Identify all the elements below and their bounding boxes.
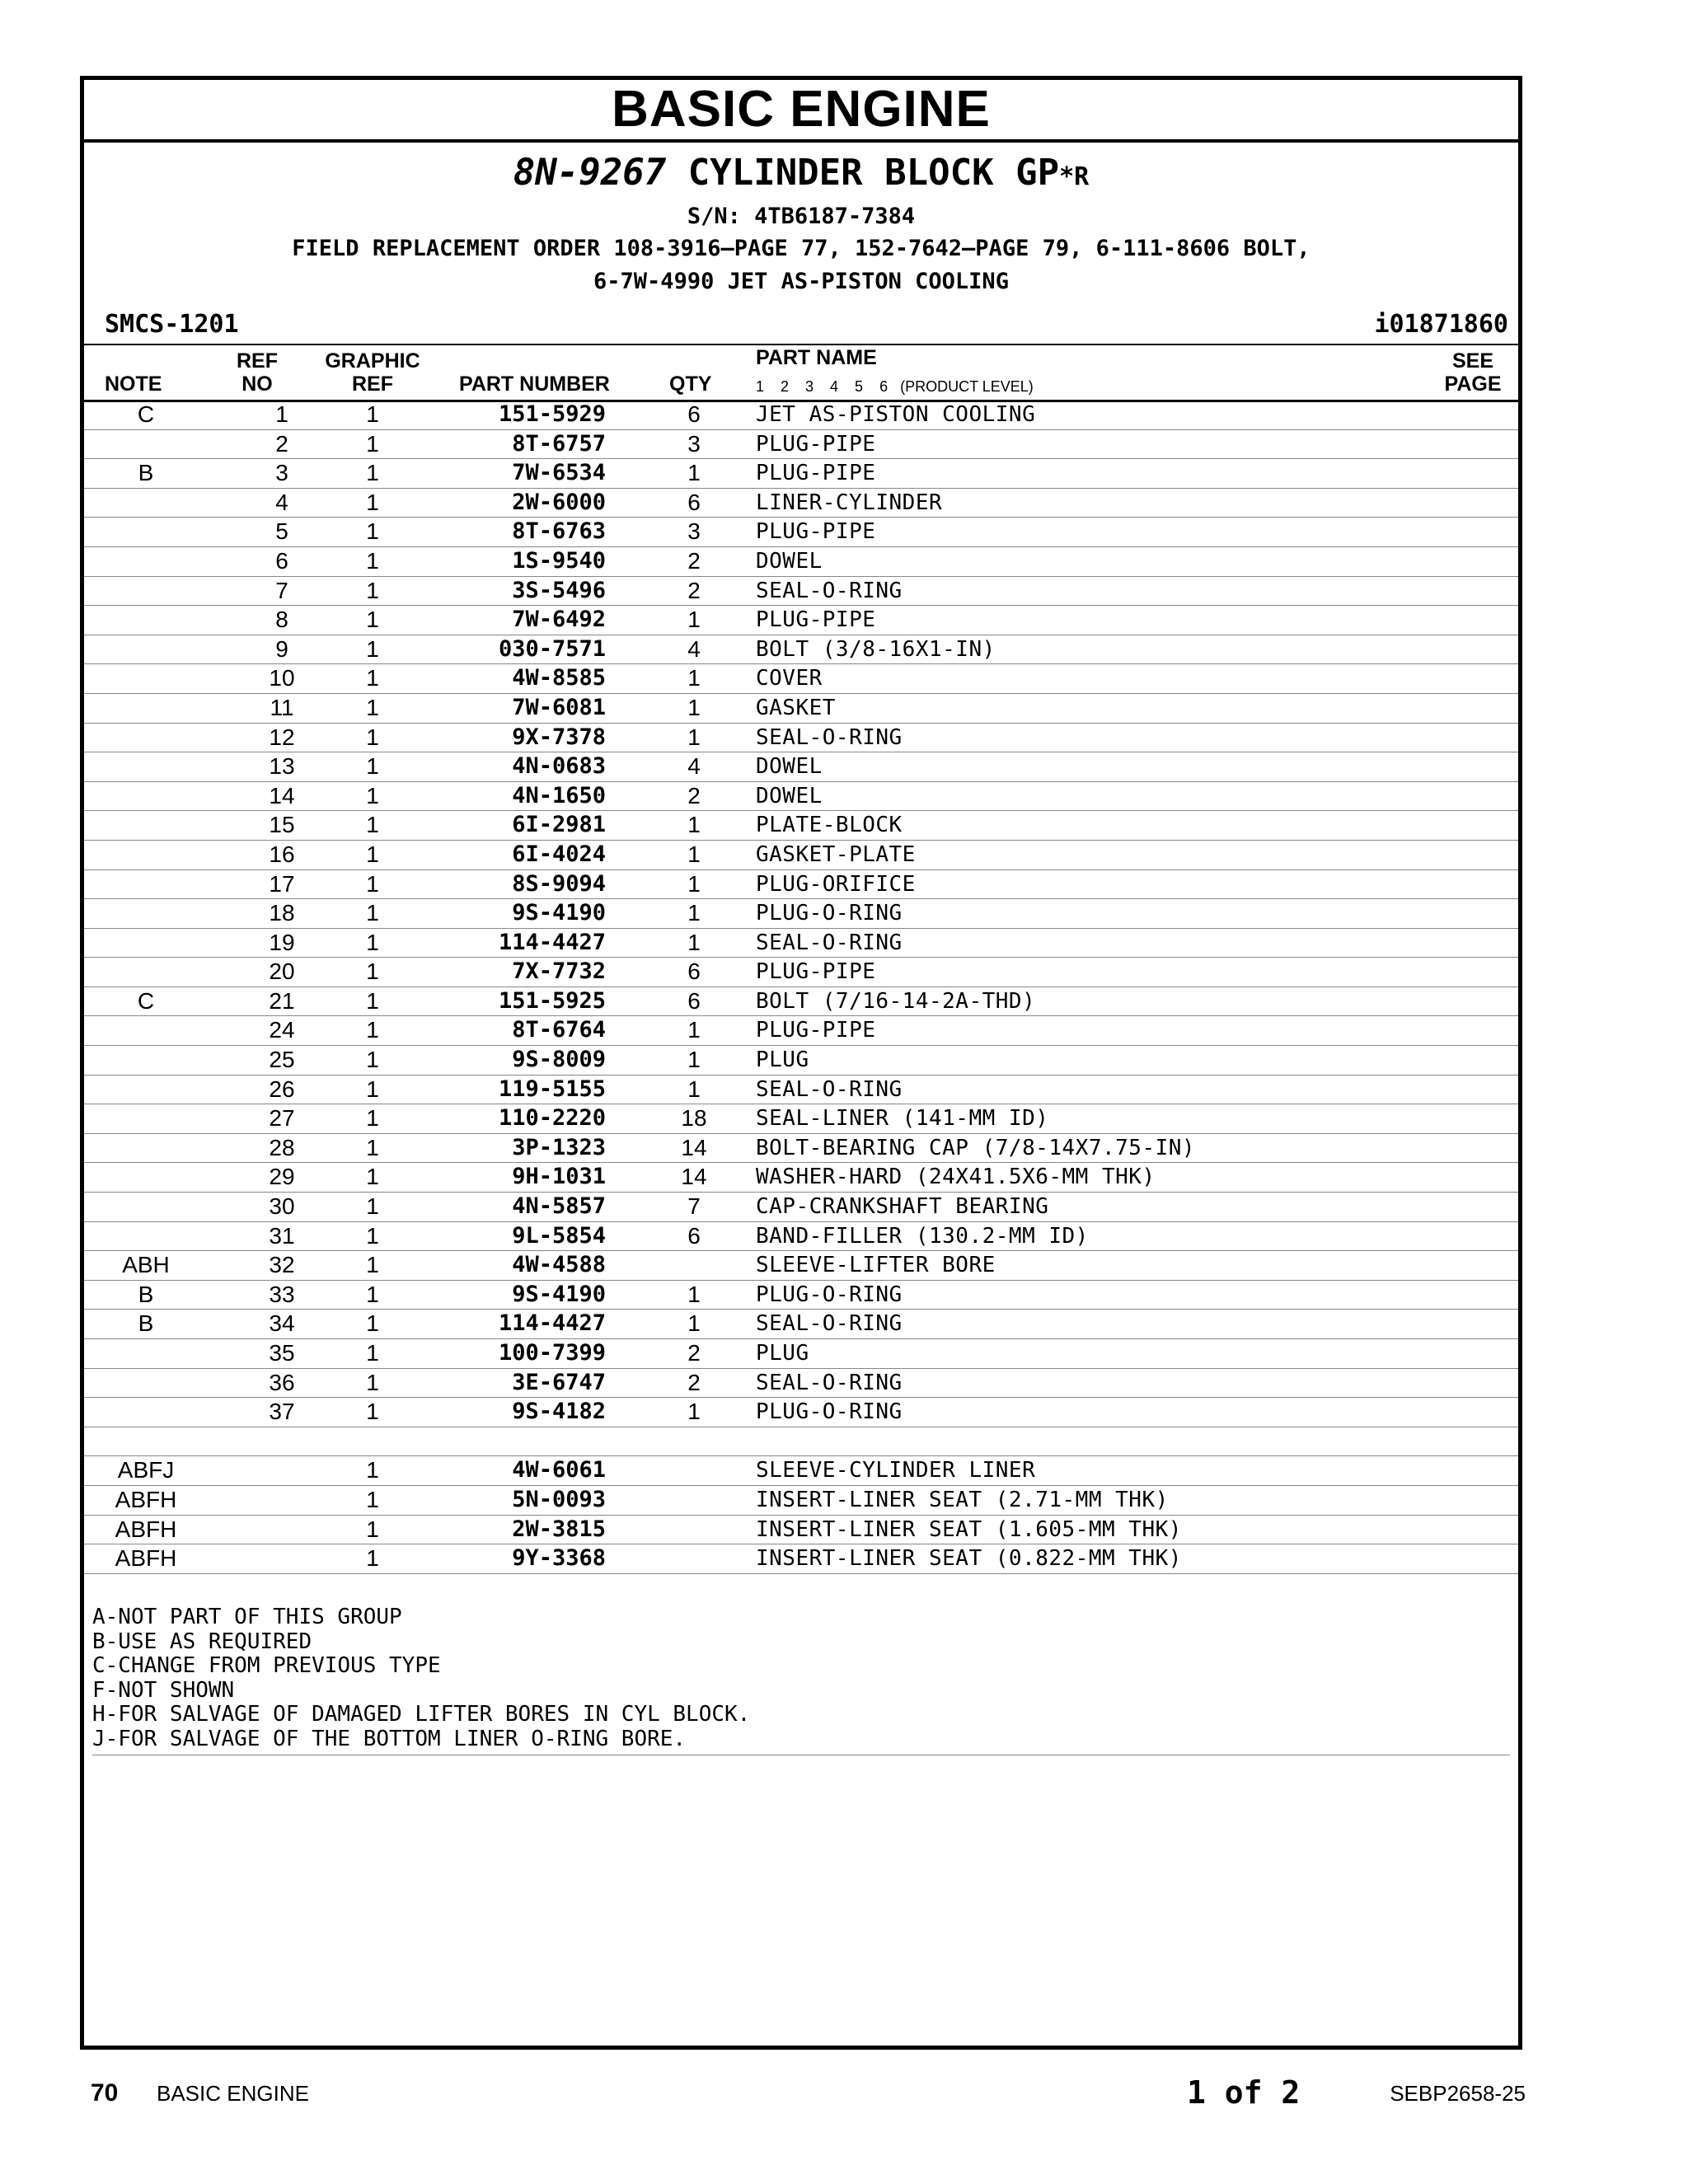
table-row: [84, 1076, 1518, 1105]
row-part-name: SEAL-O-RING: [756, 578, 903, 603]
row-qty: 2: [687, 547, 701, 574]
row-part-name: BOLT (7/16-14-2A-THD): [756, 988, 1036, 1014]
row-part-name: SEAL-LINER (141-MM ID): [756, 1106, 1049, 1132]
table-row: [84, 899, 1518, 929]
row-part-name: INSERT-LINER SEAT (1.605-MM THK): [756, 1516, 1182, 1542]
row-ref-no: 20: [269, 958, 295, 985]
row-qty: 2: [687, 577, 701, 603]
row-qty: 6: [687, 1222, 701, 1249]
row-graphic-ref: 1: [366, 1164, 379, 1190]
smcs-code: SMCS-1201: [105, 310, 239, 339]
row-graphic-ref: 1: [366, 665, 379, 691]
row-qty: 2: [687, 1340, 701, 1366]
row-ref-no: 32: [269, 1252, 295, 1278]
row-ref-no: 8: [275, 607, 288, 633]
table-row: [84, 1398, 1518, 1427]
row-graphic-ref: 1: [366, 1252, 379, 1278]
row-qty: 1: [687, 1310, 701, 1337]
row-qty: 14: [681, 1134, 707, 1160]
row-ref-no: 5: [275, 518, 288, 545]
note-item: B-USE AS REQUIRED: [92, 1629, 312, 1654]
table-row: [84, 1486, 1518, 1516]
row-part-name: PLUG-PIPE: [756, 1018, 876, 1043]
row-graphic-ref: 1: [366, 1399, 379, 1425]
row-note: B: [138, 1281, 154, 1307]
row-ref-no: 4: [275, 489, 288, 515]
footer-page-number: 70: [91, 2079, 119, 2107]
row-part-name: LINER-CYLINDER: [756, 490, 943, 515]
row-ref-no: 19: [269, 929, 295, 955]
row-graphic-ref: 1: [366, 1457, 379, 1483]
group-suffix: *R: [1059, 162, 1090, 191]
table-row: [84, 1222, 1518, 1252]
row-ref-no: 36: [269, 1369, 295, 1395]
row-part-number: 9S-8009: [512, 1047, 606, 1073]
notes-legend: [92, 1605, 1510, 1755]
row-part-number: 114-4427: [498, 1310, 606, 1337]
row-part-number: 3S-5496: [512, 577, 606, 603]
row-part-number: 4W-6061: [512, 1457, 606, 1483]
row-part-name: WASHER-HARD (24X41.5X6-MM THK): [756, 1165, 1156, 1190]
row-part-number: 9Y-3368: [512, 1545, 606, 1572]
table-row: [84, 1339, 1518, 1369]
row-graphic-ref: 1: [366, 1193, 379, 1220]
row-part-name: PLUG-PIPE: [756, 959, 876, 985]
parts-list-frame: [80, 76, 1522, 2050]
row-ref-no: 34: [269, 1310, 295, 1337]
row-qty: 1: [687, 900, 701, 926]
row-ref-no: 9: [275, 635, 288, 662]
row-ref-no: 10: [269, 665, 295, 691]
group-part-number: 8N-9267: [513, 152, 667, 194]
table-row: [84, 1544, 1518, 1574]
row-note: B: [138, 460, 154, 486]
illustration-id: i01871860: [1374, 310, 1508, 339]
row-part-number: 9S-4190: [512, 900, 606, 926]
row-part-number: 6I-2981: [512, 812, 606, 838]
row-graphic-ref: 1: [366, 430, 379, 457]
row-part-number: 9H-1031: [512, 1164, 606, 1190]
row-part-number: 8T-6757: [512, 430, 606, 457]
footer-section: BASIC ENGINE: [157, 2081, 309, 2106]
table-row: [84, 547, 1518, 577]
row-ref-no: 26: [269, 1076, 295, 1102]
row-ref-no: 31: [269, 1222, 295, 1249]
row-part-number: 7W-6492: [512, 607, 606, 633]
row-part-name: PLUG-O-RING: [756, 901, 903, 926]
row-qty: 1: [687, 724, 701, 750]
row-part-number: 030-7571: [498, 635, 606, 662]
row-part-name: DOWEL: [756, 548, 823, 574]
group-title: [84, 152, 1518, 198]
row-graphic-ref: 1: [366, 694, 379, 720]
row-ref-no: 24: [269, 1017, 295, 1043]
table-row: [84, 841, 1518, 870]
row-graphic-ref: 1: [366, 460, 379, 486]
table-row: [84, 1369, 1518, 1399]
row-ref-no: 29: [269, 1164, 295, 1190]
row-graphic-ref: 1: [366, 1017, 379, 1043]
row-part-name: SEAL-O-RING: [756, 1370, 903, 1395]
row-part-name: SEAL-O-RING: [756, 1311, 903, 1337]
row-graphic-ref: 1: [366, 1369, 379, 1395]
table-row: [84, 987, 1518, 1017]
row-part-name: COVER: [756, 666, 823, 691]
row-part-name: PLUG: [756, 1047, 809, 1073]
row-qty: 1: [687, 1399, 701, 1425]
table-row: [84, 811, 1518, 841]
row-note: B: [138, 1310, 154, 1337]
note-item: A-NOT PART OF THIS GROUP: [92, 1605, 402, 1629]
row-note: ABFJ: [117, 1457, 175, 1483]
row-qty: 6: [687, 401, 701, 427]
row-graphic-ref: 1: [366, 841, 379, 867]
col-qty: QTY: [669, 373, 712, 396]
table-row: [84, 1104, 1518, 1134]
row-graphic-ref: 1: [366, 782, 379, 808]
row-ref-no: 2: [275, 430, 288, 457]
row-ref-no: 7: [275, 577, 288, 603]
row-qty: 1: [687, 870, 701, 897]
row-part-name: SEAL-O-RING: [756, 724, 903, 750]
col-graphic-2: REF: [352, 373, 393, 396]
note-item: J-FOR SALVAGE OF THE BOTTOM LINER O-RING BORE.: [92, 1726, 687, 1751]
row-part-name: BOLT (3/8-16X1-IN): [756, 636, 996, 662]
row-ref-no: 25: [269, 1047, 295, 1073]
row-qty: 1: [687, 1281, 701, 1307]
row-qty: 18: [681, 1105, 707, 1132]
row-qty: 4: [687, 753, 701, 780]
col-ref-2: NO: [241, 373, 273, 396]
fro-line-2: 6-7W-4990 JET AS-PISTON COOLING: [593, 269, 1009, 294]
table-row: [84, 1163, 1518, 1193]
row-note: C: [137, 401, 155, 427]
row-graphic-ref: 1: [366, 724, 379, 750]
col-graphic-1: GRAPHIC: [325, 349, 420, 373]
row-graphic-ref: 1: [366, 900, 379, 926]
row-part-name: PLUG-PIPE: [756, 607, 876, 633]
row-ref-no: 28: [269, 1134, 295, 1160]
row-part-name: PLUG-PIPE: [756, 519, 876, 545]
col-ref-1: REF: [237, 349, 278, 373]
table-row: [84, 1456, 1518, 1486]
row-part-number: 3P-1323: [512, 1134, 606, 1160]
row-ref-no: 11: [270, 694, 294, 720]
row-note: ABFH: [115, 1486, 177, 1512]
table-row: [84, 430, 1518, 460]
row-part-number: 7W-6534: [512, 460, 606, 486]
row-graphic-ref: 1: [366, 1310, 379, 1337]
row-qty: 3: [687, 518, 701, 545]
table-row: [84, 401, 1518, 430]
table-row: [84, 1427, 1518, 1457]
table-row: [84, 1193, 1518, 1222]
row-graphic-ref: 1: [366, 1545, 379, 1572]
row-qty: 1: [687, 1047, 701, 1073]
row-ref-no: 12: [269, 724, 295, 750]
col-see-page-2: PAGE: [1444, 373, 1502, 396]
row-ref-no: 3: [275, 460, 288, 486]
row-qty: 6: [687, 489, 701, 515]
row-qty: 1: [687, 460, 701, 486]
row-part-name: PLUG-O-RING: [756, 1399, 903, 1425]
row-graphic-ref: 1: [366, 1047, 379, 1073]
row-graphic-ref: 1: [366, 1134, 379, 1160]
table-row: [84, 1516, 1518, 1545]
table-row: [84, 782, 1518, 812]
footer-document-number: SEBP2658-25: [1390, 2081, 1526, 2106]
row-qty: 1: [687, 694, 701, 720]
row-qty: 1: [687, 929, 701, 955]
table-row: [84, 724, 1518, 753]
table-row: [84, 606, 1518, 635]
row-graphic-ref: 1: [366, 635, 379, 662]
row-qty: 6: [687, 987, 701, 1014]
row-part-name: PLUG: [756, 1341, 809, 1366]
table-header: [84, 344, 1518, 402]
table-row: [84, 1281, 1518, 1310]
row-part-number: 114-4427: [498, 929, 606, 955]
row-ref-no: 16: [269, 841, 295, 867]
table-row: [84, 664, 1518, 694]
row-part-name: INSERT-LINER SEAT (0.822-MM THK): [756, 1546, 1182, 1572]
table-row: [84, 1251, 1518, 1281]
row-graphic-ref: 1: [366, 401, 379, 427]
note-item: F-NOT SHOWN: [92, 1677, 235, 1703]
row-part-number: 2W-3815: [512, 1516, 606, 1542]
row-qty: 4: [687, 635, 701, 662]
row-graphic-ref: 1: [366, 1076, 379, 1102]
row-part-name: PLUG-ORIFICE: [756, 871, 916, 897]
table-row: [84, 518, 1518, 547]
row-part-number: 119-5155: [498, 1076, 606, 1102]
row-ref-no: 14: [269, 782, 295, 808]
row-part-name: CAP-CRANKSHAFT BEARING: [756, 1194, 1049, 1220]
row-part-number: 8T-6764: [512, 1017, 606, 1043]
row-ref-no: 37: [269, 1399, 295, 1425]
row-part-number: 9S-4190: [512, 1281, 606, 1307]
row-part-name: PLUG-O-RING: [756, 1282, 903, 1307]
row-graphic-ref: 1: [366, 1281, 379, 1307]
row-part-number: 110-2220: [498, 1105, 606, 1132]
row-part-name: DOWEL: [756, 754, 823, 780]
table-row: [84, 459, 1518, 489]
parts-table-body: [84, 401, 1518, 1574]
row-graphic-ref: 1: [366, 489, 379, 515]
row-part-name: BAND-FILLER (130.2-MM ID): [756, 1223, 1089, 1249]
row-part-name: PLUG-PIPE: [756, 461, 876, 486]
row-ref-no: 15: [269, 812, 295, 838]
row-graphic-ref: 1: [366, 1105, 379, 1132]
col-note: NOTE: [105, 373, 162, 396]
row-part-name: SEAL-O-RING: [756, 1076, 903, 1102]
row-part-number: 7X-7732: [512, 958, 606, 985]
table-row: [84, 577, 1518, 607]
row-qty: 2: [687, 782, 701, 808]
row-part-name: DOWEL: [756, 783, 823, 808]
row-part-number: 8S-9094: [512, 870, 606, 897]
row-part-name: GASKET-PLATE: [756, 841, 916, 867]
row-ref-no: 13: [269, 753, 295, 780]
row-part-number: 151-5925: [498, 987, 606, 1014]
row-qty: 7: [687, 1193, 701, 1220]
section-title: BASIC ENGINE: [84, 80, 1518, 143]
row-part-number: 6I-4024: [512, 841, 606, 867]
col-product-level: 1 2 3 4 5 6 (PRODUCT LEVEL): [756, 378, 1034, 395]
row-part-number: 4W-4588: [512, 1252, 606, 1278]
row-part-name: JET AS-PISTON COOLING: [756, 402, 1036, 427]
row-qty: 2: [687, 1369, 701, 1395]
table-row: [84, 1046, 1518, 1076]
row-note: ABH: [122, 1252, 170, 1278]
row-qty: 1: [687, 607, 701, 633]
row-graphic-ref: 1: [366, 812, 379, 838]
row-part-name: SLEEVE-CYLINDER LINER: [756, 1458, 1036, 1483]
row-qty: 1: [687, 1076, 701, 1102]
row-part-number: 1S-9540: [512, 547, 606, 574]
row-qty: 1: [687, 841, 701, 867]
row-part-number: 3E-6747: [512, 1369, 606, 1395]
row-graphic-ref: 1: [366, 929, 379, 955]
row-graphic-ref: 1: [366, 870, 379, 897]
table-row: [84, 694, 1518, 724]
row-part-number: 9S-4182: [512, 1399, 606, 1425]
row-qty: 1: [687, 665, 701, 691]
fro-line-1: FIELD REPLACEMENT ORDER 108-3916—PAGE 77, 152-7642—PAGE 79, 6-111-8606 BOLT,: [292, 236, 1311, 261]
row-graphic-ref: 1: [366, 753, 379, 780]
row-part-number: 8T-6763: [512, 518, 606, 545]
row-part-number: 5N-0093: [512, 1486, 606, 1512]
row-qty: 3: [687, 430, 701, 457]
note-item: H-FOR SALVAGE OF DAMAGED LIFTER BORES IN CYL BLOCK.: [92, 1702, 751, 1727]
row-part-number: 4N-0683: [512, 753, 606, 780]
row-qty: 1: [687, 812, 701, 838]
table-row: [84, 1310, 1518, 1339]
row-part-name: SEAL-O-RING: [756, 930, 903, 955]
row-graphic-ref: 1: [366, 577, 379, 603]
row-graphic-ref: 1: [366, 1340, 379, 1366]
row-part-name: INSERT-LINER SEAT (2.71-MM THK): [756, 1487, 1169, 1512]
group-name: CYLINDER BLOCK GP: [687, 152, 1060, 194]
row-qty: 6: [687, 958, 701, 985]
table-row: [84, 870, 1518, 900]
row-ref-no: 27: [269, 1105, 295, 1132]
row-part-number: 4N-1650: [512, 782, 606, 808]
row-part-name: BOLT-BEARING CAP (7/8-14X7.75-IN): [756, 1135, 1196, 1160]
row-part-number: 4W-8585: [512, 665, 606, 691]
table-row: [84, 1134, 1518, 1164]
col-part-name: PART NAME: [756, 346, 877, 369]
note-item: C-CHANGE FROM PREVIOUS TYPE: [92, 1653, 441, 1678]
row-graphic-ref: 1: [366, 518, 379, 545]
row-part-name: GASKET: [756, 695, 836, 720]
row-ref-no: 33: [269, 1281, 295, 1307]
row-graphic-ref: 1: [366, 1222, 379, 1249]
row-part-name: PLATE-BLOCK: [756, 813, 903, 838]
row-graphic-ref: 1: [366, 958, 379, 985]
table-row: [84, 929, 1518, 958]
row-ref-no: 17: [269, 870, 295, 897]
row-part-name: SLEEVE-LIFTER BORE: [756, 1253, 996, 1278]
footer-page-of: 1 of 2: [1187, 2074, 1301, 2111]
row-ref-no: 1: [275, 401, 288, 427]
row-graphic-ref: 1: [366, 607, 379, 633]
row-part-number: 7W-6081: [512, 694, 606, 720]
row-part-name: PLUG-PIPE: [756, 431, 876, 457]
row-part-number: 4N-5857: [512, 1193, 606, 1220]
row-note: ABFH: [115, 1545, 177, 1572]
row-graphic-ref: 1: [366, 1486, 379, 1512]
field-replacement-order: [84, 232, 1518, 298]
row-part-number: 2W-6000: [512, 489, 606, 515]
row-note: ABFH: [115, 1516, 177, 1542]
row-graphic-ref: 1: [366, 1516, 379, 1542]
row-qty: 1: [687, 1017, 701, 1043]
col-see-page-1: SEE: [1451, 349, 1494, 373]
row-ref-no: 30: [269, 1193, 295, 1220]
row-part-number: 9L-5854: [512, 1222, 606, 1249]
row-graphic-ref: 1: [366, 547, 379, 574]
table-row: [84, 752, 1518, 782]
row-part-number: 9X-7378: [512, 724, 606, 750]
table-row: [84, 958, 1518, 987]
row-ref-no: 35: [269, 1340, 295, 1366]
col-part-number: PART NUMBER: [459, 373, 610, 396]
table-row: [84, 1016, 1518, 1046]
row-part-number: 151-5929: [498, 401, 606, 427]
table-row: [84, 489, 1518, 518]
row-ref-no: 21: [269, 987, 295, 1014]
table-row: [84, 635, 1518, 665]
row-note: C: [137, 987, 155, 1014]
serial-number: S/N: 4TB6187-7384: [687, 204, 916, 229]
row-graphic-ref: 1: [366, 987, 379, 1014]
row-qty: 14: [681, 1164, 707, 1190]
row-ref-no: 18: [269, 900, 295, 926]
row-ref-no: 6: [275, 547, 288, 574]
row-part-number: 100-7399: [498, 1340, 606, 1366]
